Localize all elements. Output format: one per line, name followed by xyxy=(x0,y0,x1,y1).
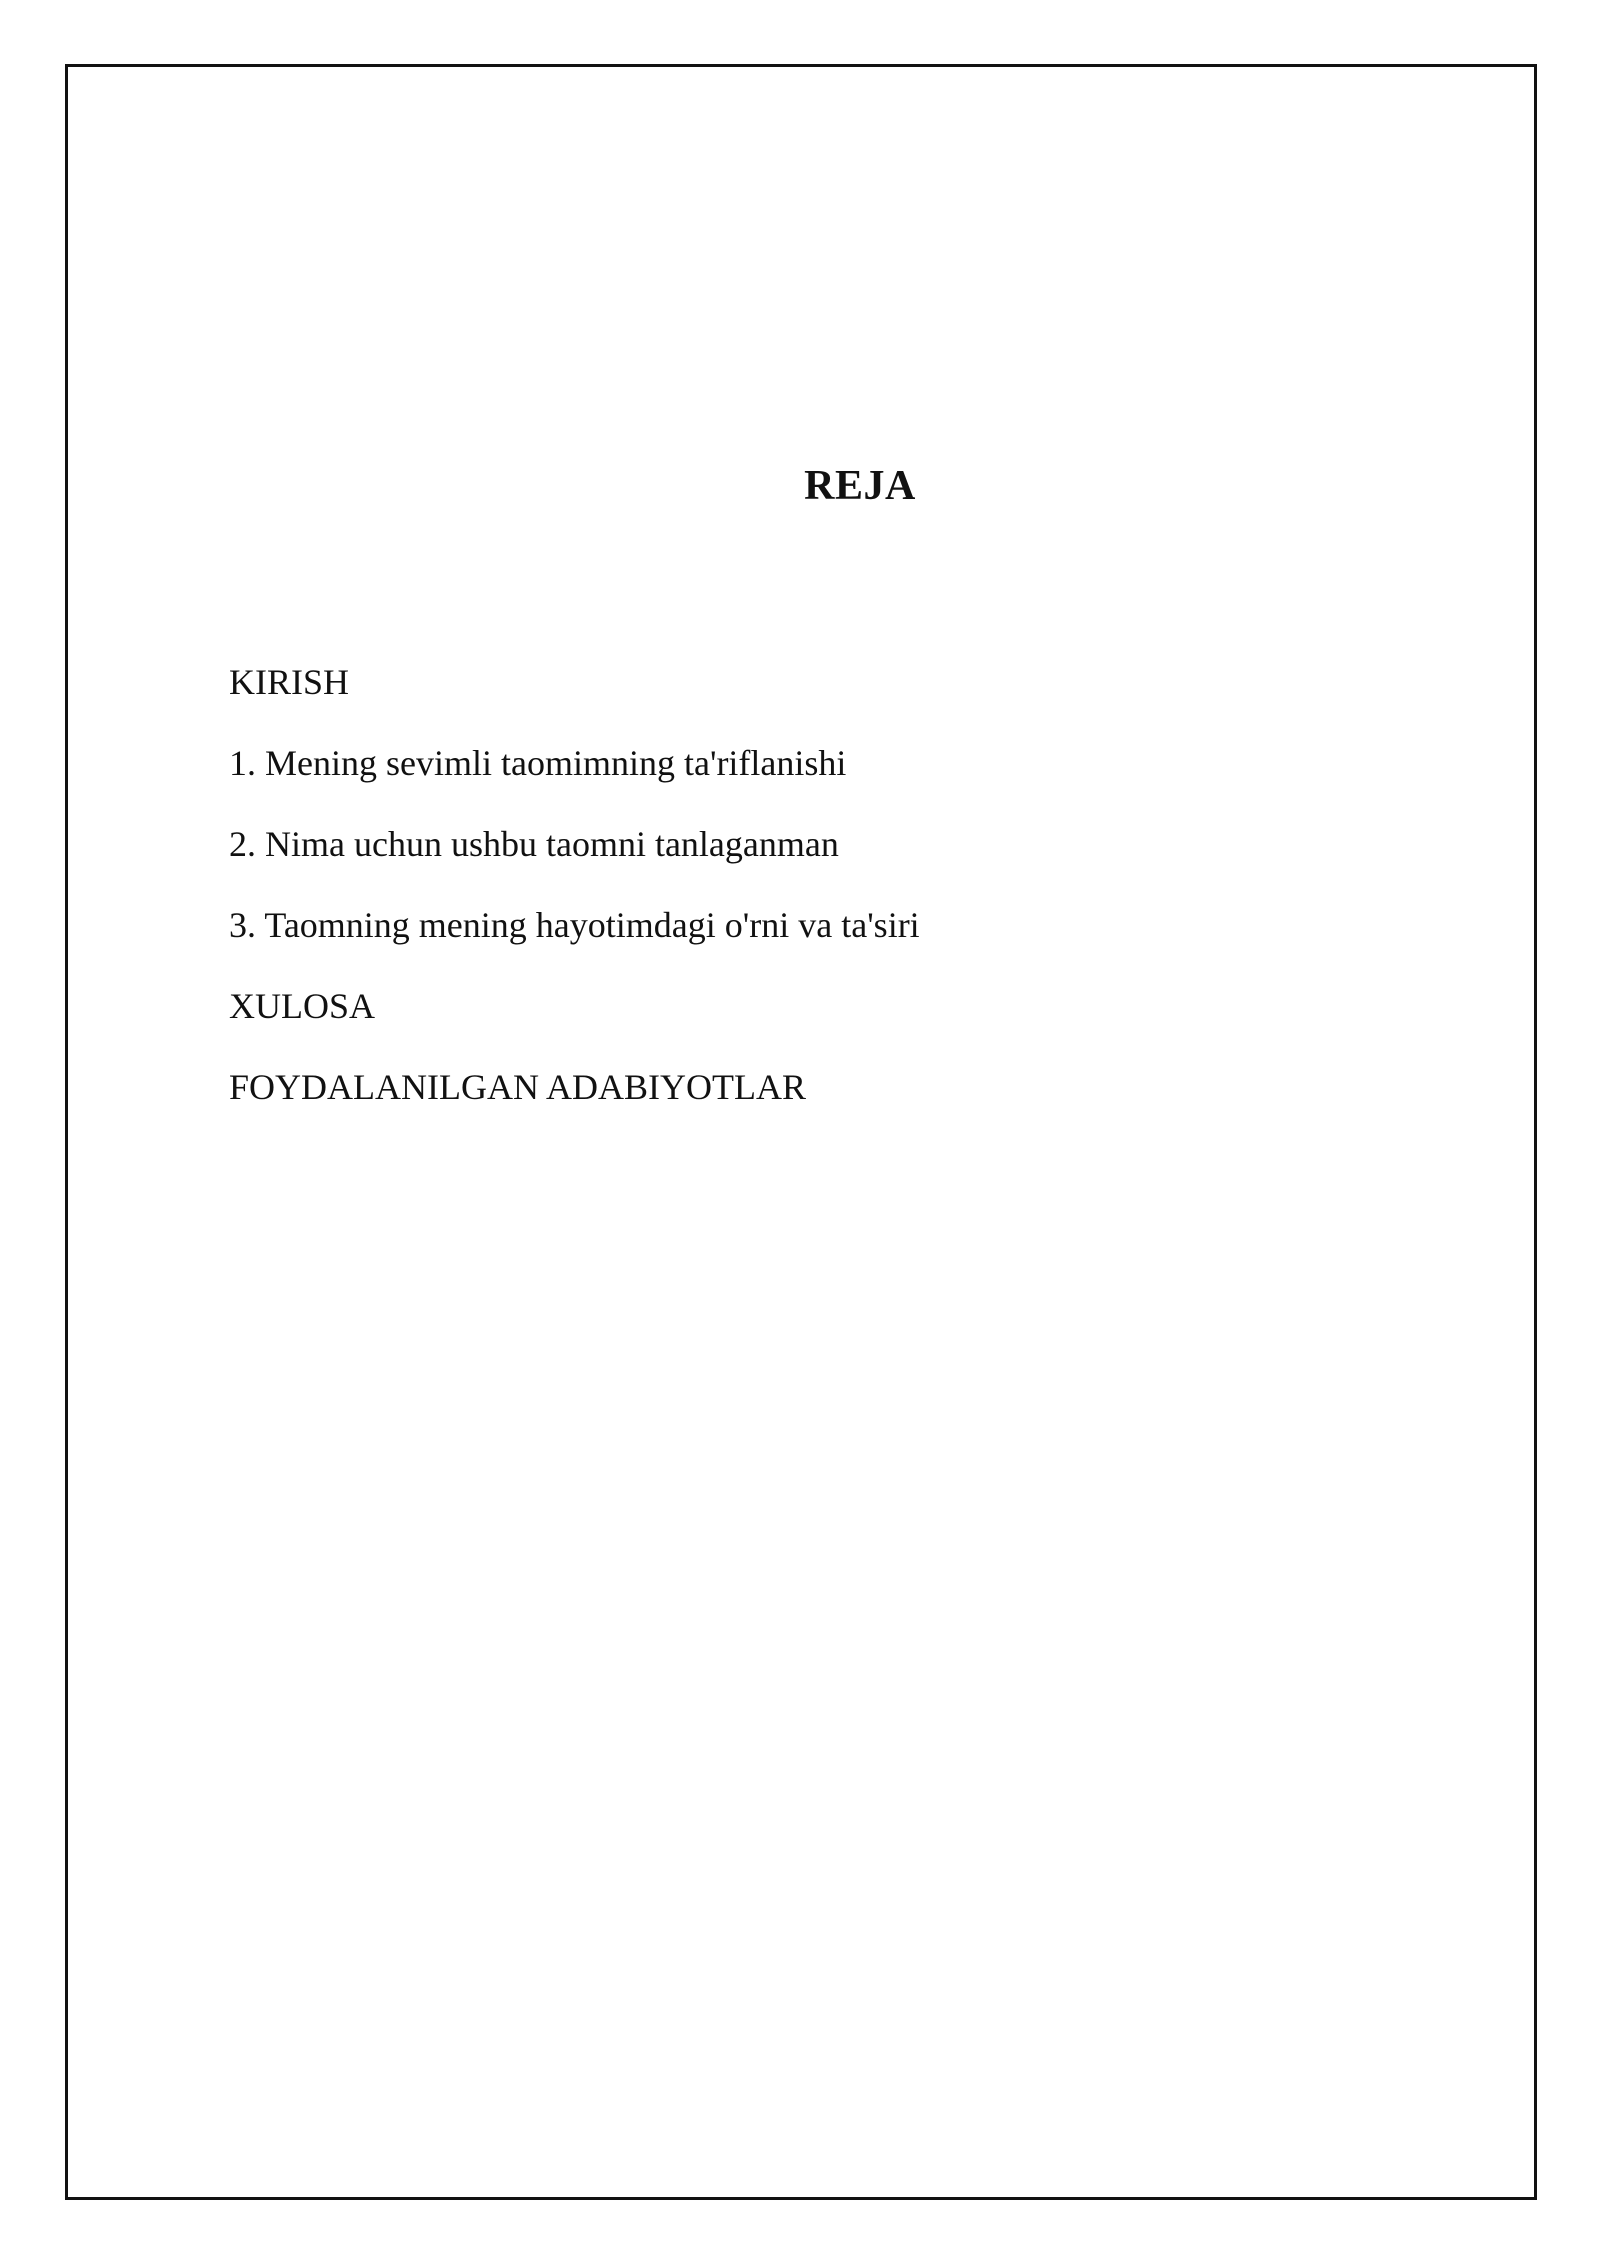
page-title: REJA xyxy=(804,463,916,509)
page-border xyxy=(65,64,1537,2200)
plan-item-conclusion: XULOSA xyxy=(229,986,376,1026)
plan-list xyxy=(229,642,920,1128)
plan-item-references: FOYDALANILGAN ADABIYOTLAR xyxy=(229,1067,806,1107)
plan-item-1: 1. Mening sevimli taomimning ta'riflanishi xyxy=(229,743,847,783)
plan-item-2: 2. Nima uchun ushbu taomni tanlaganman xyxy=(229,824,839,864)
plan-item-introduction: KIRISH xyxy=(229,662,350,702)
plan-item-3: 3. Taomning mening hayotimdagi o'rni va ta'siri xyxy=(229,905,920,945)
